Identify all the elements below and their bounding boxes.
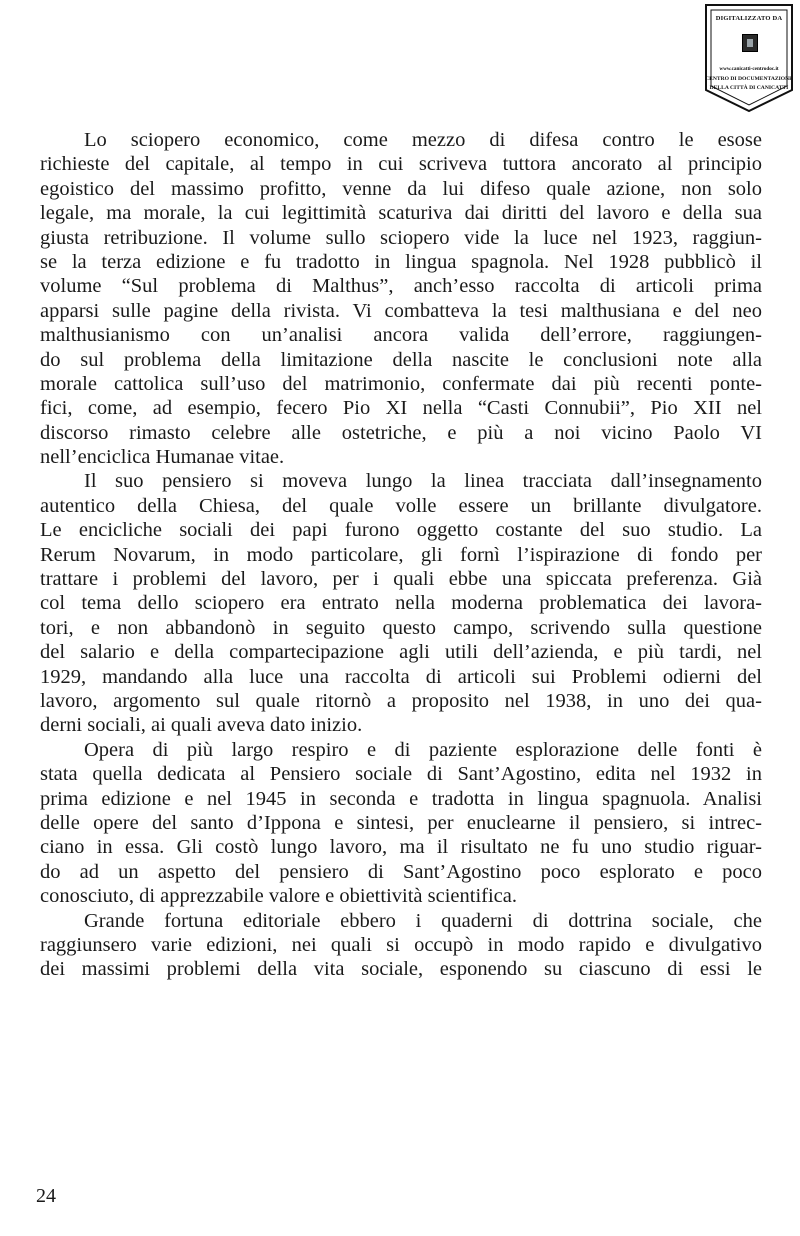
stamp-line-1: CENTRO DI DOCUMENTAZIONE: [705, 76, 793, 82]
text-line: apparsi sulle pagine della rivista. Vi combatteva la tesi malthusiana e del neo: [40, 299, 762, 322]
page-number: 24: [36, 1185, 56, 1207]
text-line: volume “Sul problema di Malthus”, anch’esso raccolta di articoli prima: [40, 275, 762, 298]
text-line: discorso rimasto celebre alle ostetriche, e più a noi vicino Paolo VI: [40, 421, 762, 444]
text-line: malthusianismo con un’analisi ancora valida dell’errore, raggiungen-: [40, 324, 762, 347]
text-line: Il suo pensiero si moveva lungo la linea tracciata dall’insegnamento: [84, 470, 762, 493]
text-line: trattare i problemi del lavoro, per i quali ebbe una spiccata preferenza. Già: [40, 568, 762, 591]
text-line: 1929, mandando alla luce una raccolta di articoli sui Problemi odierni del: [40, 665, 762, 688]
text-line: conosciuto, di apprezzabile valore e obiettività scientifica.: [40, 885, 517, 908]
text-line: do ad un aspetto del pensiero di Sant’Agostino poco esplorato e poco: [40, 860, 762, 883]
stamp-title: DIGITALIZZATO DA: [715, 15, 783, 22]
text-line: Le encicliche sociali dei papi furono oggetto costante del suo studio. La: [40, 519, 762, 542]
text-line: Rerum Novarum, in modo particolare, gli fornì l’ispirazione di fondo per: [40, 543, 762, 566]
text-line: Lo sciopero economico, come mezzo di difesa contro le esose: [84, 129, 762, 151]
text-line: giusta retribuzione. Il volume sullo sciopero vide la luce nel 1923, raggiun-: [40, 226, 762, 249]
text-line: do sul problema della limitazione della nascite le conclusioni note alla: [40, 348, 762, 371]
text-line: raggiunsero varie edizioni, nei quali si occupò in modo rapido e divulgativo: [40, 933, 762, 956]
text-line: dei massimi problemi della vita sociale, esponendo su ciascuno di essi le: [40, 958, 762, 981]
text-line: richieste del capitale, al tempo in cui scriveva tuttora ancorato al principio: [40, 153, 762, 176]
text-line: tori, e non abbandonò in seguito questo campo, scrivendo sulla questione: [40, 616, 762, 639]
text-line: morale cattolica sull’uso del matrimonio, confermate dai più recenti ponte-: [40, 372, 762, 395]
text-line: nell’enciclica Humanae vitae.: [40, 446, 285, 469]
text-line: legale, ma morale, la cui legittimità scaturiva dai diritti del lavoro e della sua: [40, 202, 762, 225]
text-line: autentico della Chiesa, del quale volle essere un brillante divulgatore.: [40, 494, 762, 517]
text-line: del salario e della compartecipazione agli utili dell’azienda, e più tardi, nel: [40, 641, 762, 664]
text-line: prima edizione e nel 1945 in seconda e tradotta in lingua spagnuola. Analisi: [40, 787, 762, 810]
text-line: Opera di più largo respiro e di paziente esplorazione delle fonti è: [84, 738, 762, 761]
text-line: fici, come, ad esempio, fecero Pio XI nella “Casti Connubii”, Pio XII nel: [40, 397, 762, 420]
text-line: se la terza edizione e fu tradotto in lingua spagnola. Nel 1928 pubblicò il: [40, 250, 762, 273]
stamp-logo-icon: [742, 34, 758, 52]
text-line: ciano in essa. Gli costò lungo lavoro, ma il risultato ne fu uno studio riguar-: [40, 836, 762, 859]
stamp-line-2: DELLA CITTÀ DI CANICATTÌ: [709, 85, 789, 91]
body-text: [40, 128, 762, 982]
digitization-stamp: [703, 2, 795, 114]
stamp-url: www.canicatti-centrodoc.it: [719, 66, 779, 72]
text-line: lavoro, argomento sul quale ritornò a proposito nel 1938, in uno dei qua-: [40, 689, 762, 712]
text-line: delle opere del santo d’Ippona e sintesi, per enuclearne il pensiero, si intrec-: [40, 811, 762, 834]
text-line: stata quella dedicata al Pensiero sociale di Sant’Agostino, edita nel 1932 in: [40, 763, 762, 786]
text-line: col tema dello sciopero era entrato nella moderna problematica dei lavora-: [40, 592, 762, 615]
text-line: Grande fortuna editoriale ebbero i quaderni di dottrina sociale, che: [84, 909, 762, 932]
text-line: egoistico del massimo profitto, venne da lui difeso quale azione, non solo: [40, 177, 762, 200]
text-line: derni sociali, ai quali aveva dato inizio.: [40, 714, 363, 737]
